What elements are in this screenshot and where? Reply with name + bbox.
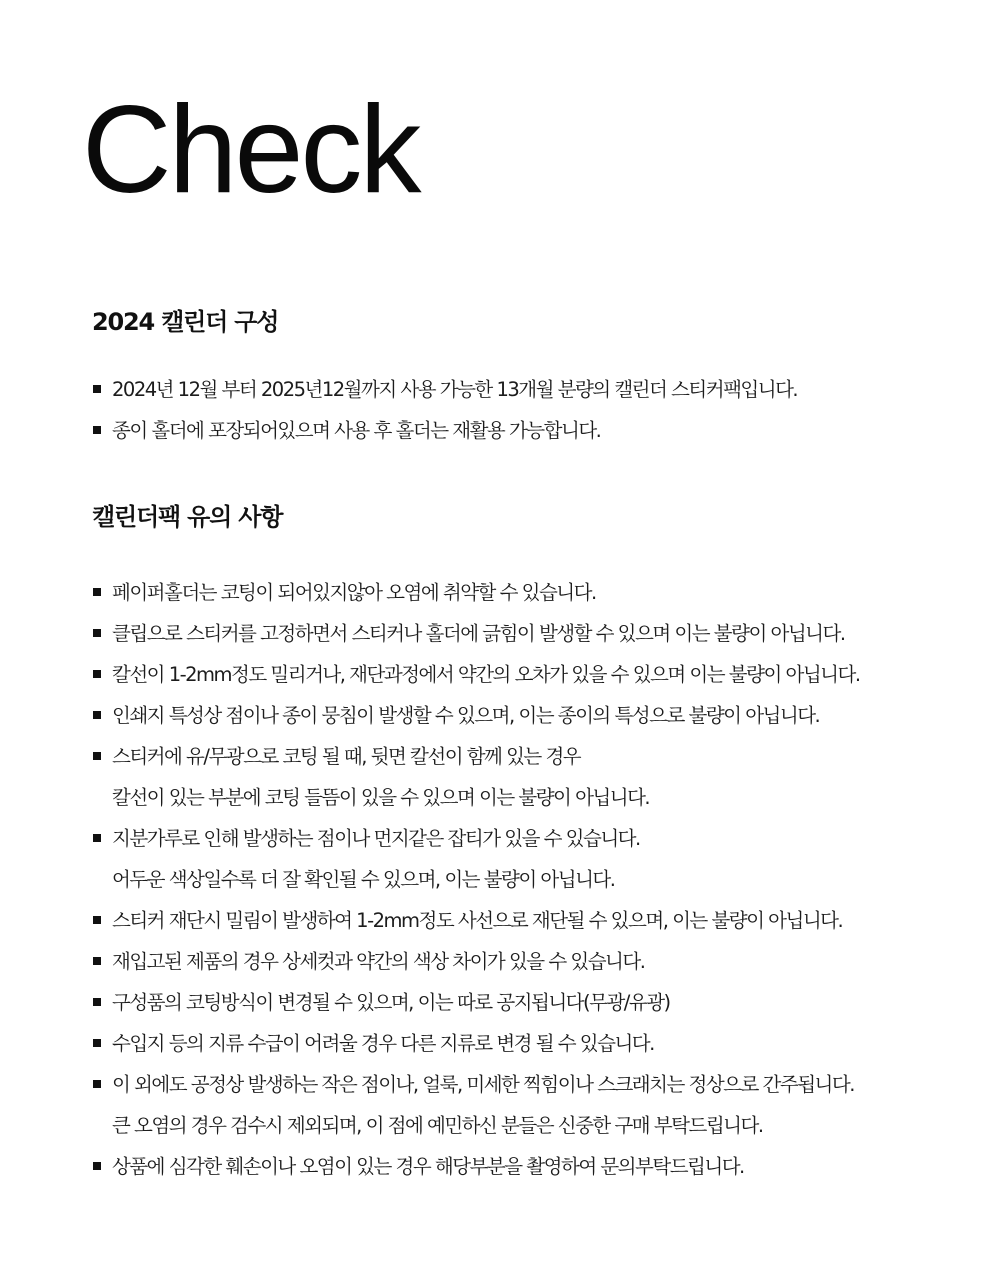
list-item [92, 818, 972, 900]
square-bullet-icon [93, 1039, 101, 1047]
square-bullet-icon [93, 834, 101, 842]
section-heading: 2024 캘린더 구성 [92, 308, 279, 336]
square-bullet-icon [93, 385, 101, 393]
list-item-text: 페이퍼홀더는 코팅이 되어있지않아 오염에 취약할 수 있습니다. [112, 581, 596, 604]
list-item-text-continuation: 큰 오염의 경우 검수시 제외되며, 이 점에 예민하신 분들은 신중한 구매 부탁드립니다. [112, 1114, 763, 1137]
list-item [92, 1023, 972, 1064]
list-item-text: 종이 홀더에 포장되어있으며 사용 후 홀더는 재활용 가능합니다. [112, 419, 601, 442]
notes-list [92, 572, 972, 1187]
list-item [92, 369, 972, 410]
square-bullet-icon [93, 1162, 101, 1170]
list-item [92, 695, 972, 736]
list-item-text: 상품에 심각한 훼손이나 오염이 있는 경우 해당부분을 촬영하여 문의부탁드립니다. [112, 1155, 744, 1178]
list-item [92, 613, 972, 654]
list-item-text-continuation: 칼선이 있는 부분에 코팅 들뜸이 있을 수 있으며 이는 불량이 아닙니다. [112, 786, 650, 809]
list-item-text: 이 외에도 공정상 발생하는 작은 점이나, 얼룩, 미세한 찍힘이나 스크래치는 정상으로 간주됩니다. [112, 1073, 854, 1096]
list-item [92, 1064, 972, 1146]
list-item-text: 수입지 등의 지류 수급이 어려울 경우 다른 지류로 변경 될 수 있습니다. [112, 1032, 654, 1055]
list-item [92, 572, 972, 613]
list-item [92, 982, 972, 1023]
square-bullet-icon [93, 426, 101, 434]
list-item-text: 스티커 재단시 밀림이 발생하여 1-2mm정도 사선으로 재단될 수 있으며, 이는 불량이 아닙니다. [112, 909, 843, 932]
square-bullet-icon [93, 670, 101, 678]
list-item [92, 900, 972, 941]
square-bullet-icon [93, 629, 101, 637]
list-item-text: 지분가루로 인해 발생하는 점이나 먼지같은 잡티가 있을 수 있습니다. [112, 827, 640, 850]
list-item [92, 736, 972, 818]
list-item-text: 스티커에 유/무광으로 코팅 될 때, 뒷면 칼선이 함께 있는 경우 [112, 745, 581, 768]
list-item [92, 941, 972, 982]
list-item-text: 클립으로 스티커를 고정하면서 스티커나 홀더에 긁힘이 발생할 수 있으며 이는 불량이 아닙니다. [112, 622, 845, 645]
section-heading: 캘린더팩 유의 사항 [92, 503, 283, 531]
list-item [92, 654, 972, 695]
square-bullet-icon [93, 711, 101, 719]
list-item-text: 2024년 12월 부터 2025년12월까지 사용 가능한 13개월 분량의 캘린더 스티커팩입니다. [112, 378, 798, 401]
list-item-text: 재입고된 제품의 경우 상세컷과 약간의 색상 차이가 있을 수 있습니다. [112, 950, 645, 973]
list-item [92, 1146, 972, 1187]
composition-list [92, 369, 972, 451]
list-item-text: 칼선이 1-2mm정도 밀리거나, 재단과정에서 약간의 오차가 있을 수 있으며 이는 불량이 아닙니다. [112, 663, 860, 686]
list-item-text: 구성품의 코팅방식이 변경될 수 있으며, 이는 따로 공지됩니다(무광/유광) [112, 991, 670, 1014]
square-bullet-icon [93, 1080, 101, 1088]
square-bullet-icon [93, 752, 101, 760]
square-bullet-icon [93, 998, 101, 1006]
list-item [92, 410, 972, 451]
list-item-text-continuation: 어두운 색상일수록 더 잘 확인될 수 있으며, 이는 불량이 아닙니다. [112, 868, 615, 891]
square-bullet-icon [93, 588, 101, 596]
page-title: Check [82, 81, 419, 219]
calendar-pack-notes-section [92, 500, 972, 1187]
list-item-text: 인쇄지 특성상 점이나 종이 뭉침이 발생할 수 있으며, 이는 종이의 특성으로 불량이 아닙니다. [112, 704, 820, 727]
square-bullet-icon [93, 916, 101, 924]
square-bullet-icon [93, 957, 101, 965]
calendar-composition-section [92, 305, 972, 451]
